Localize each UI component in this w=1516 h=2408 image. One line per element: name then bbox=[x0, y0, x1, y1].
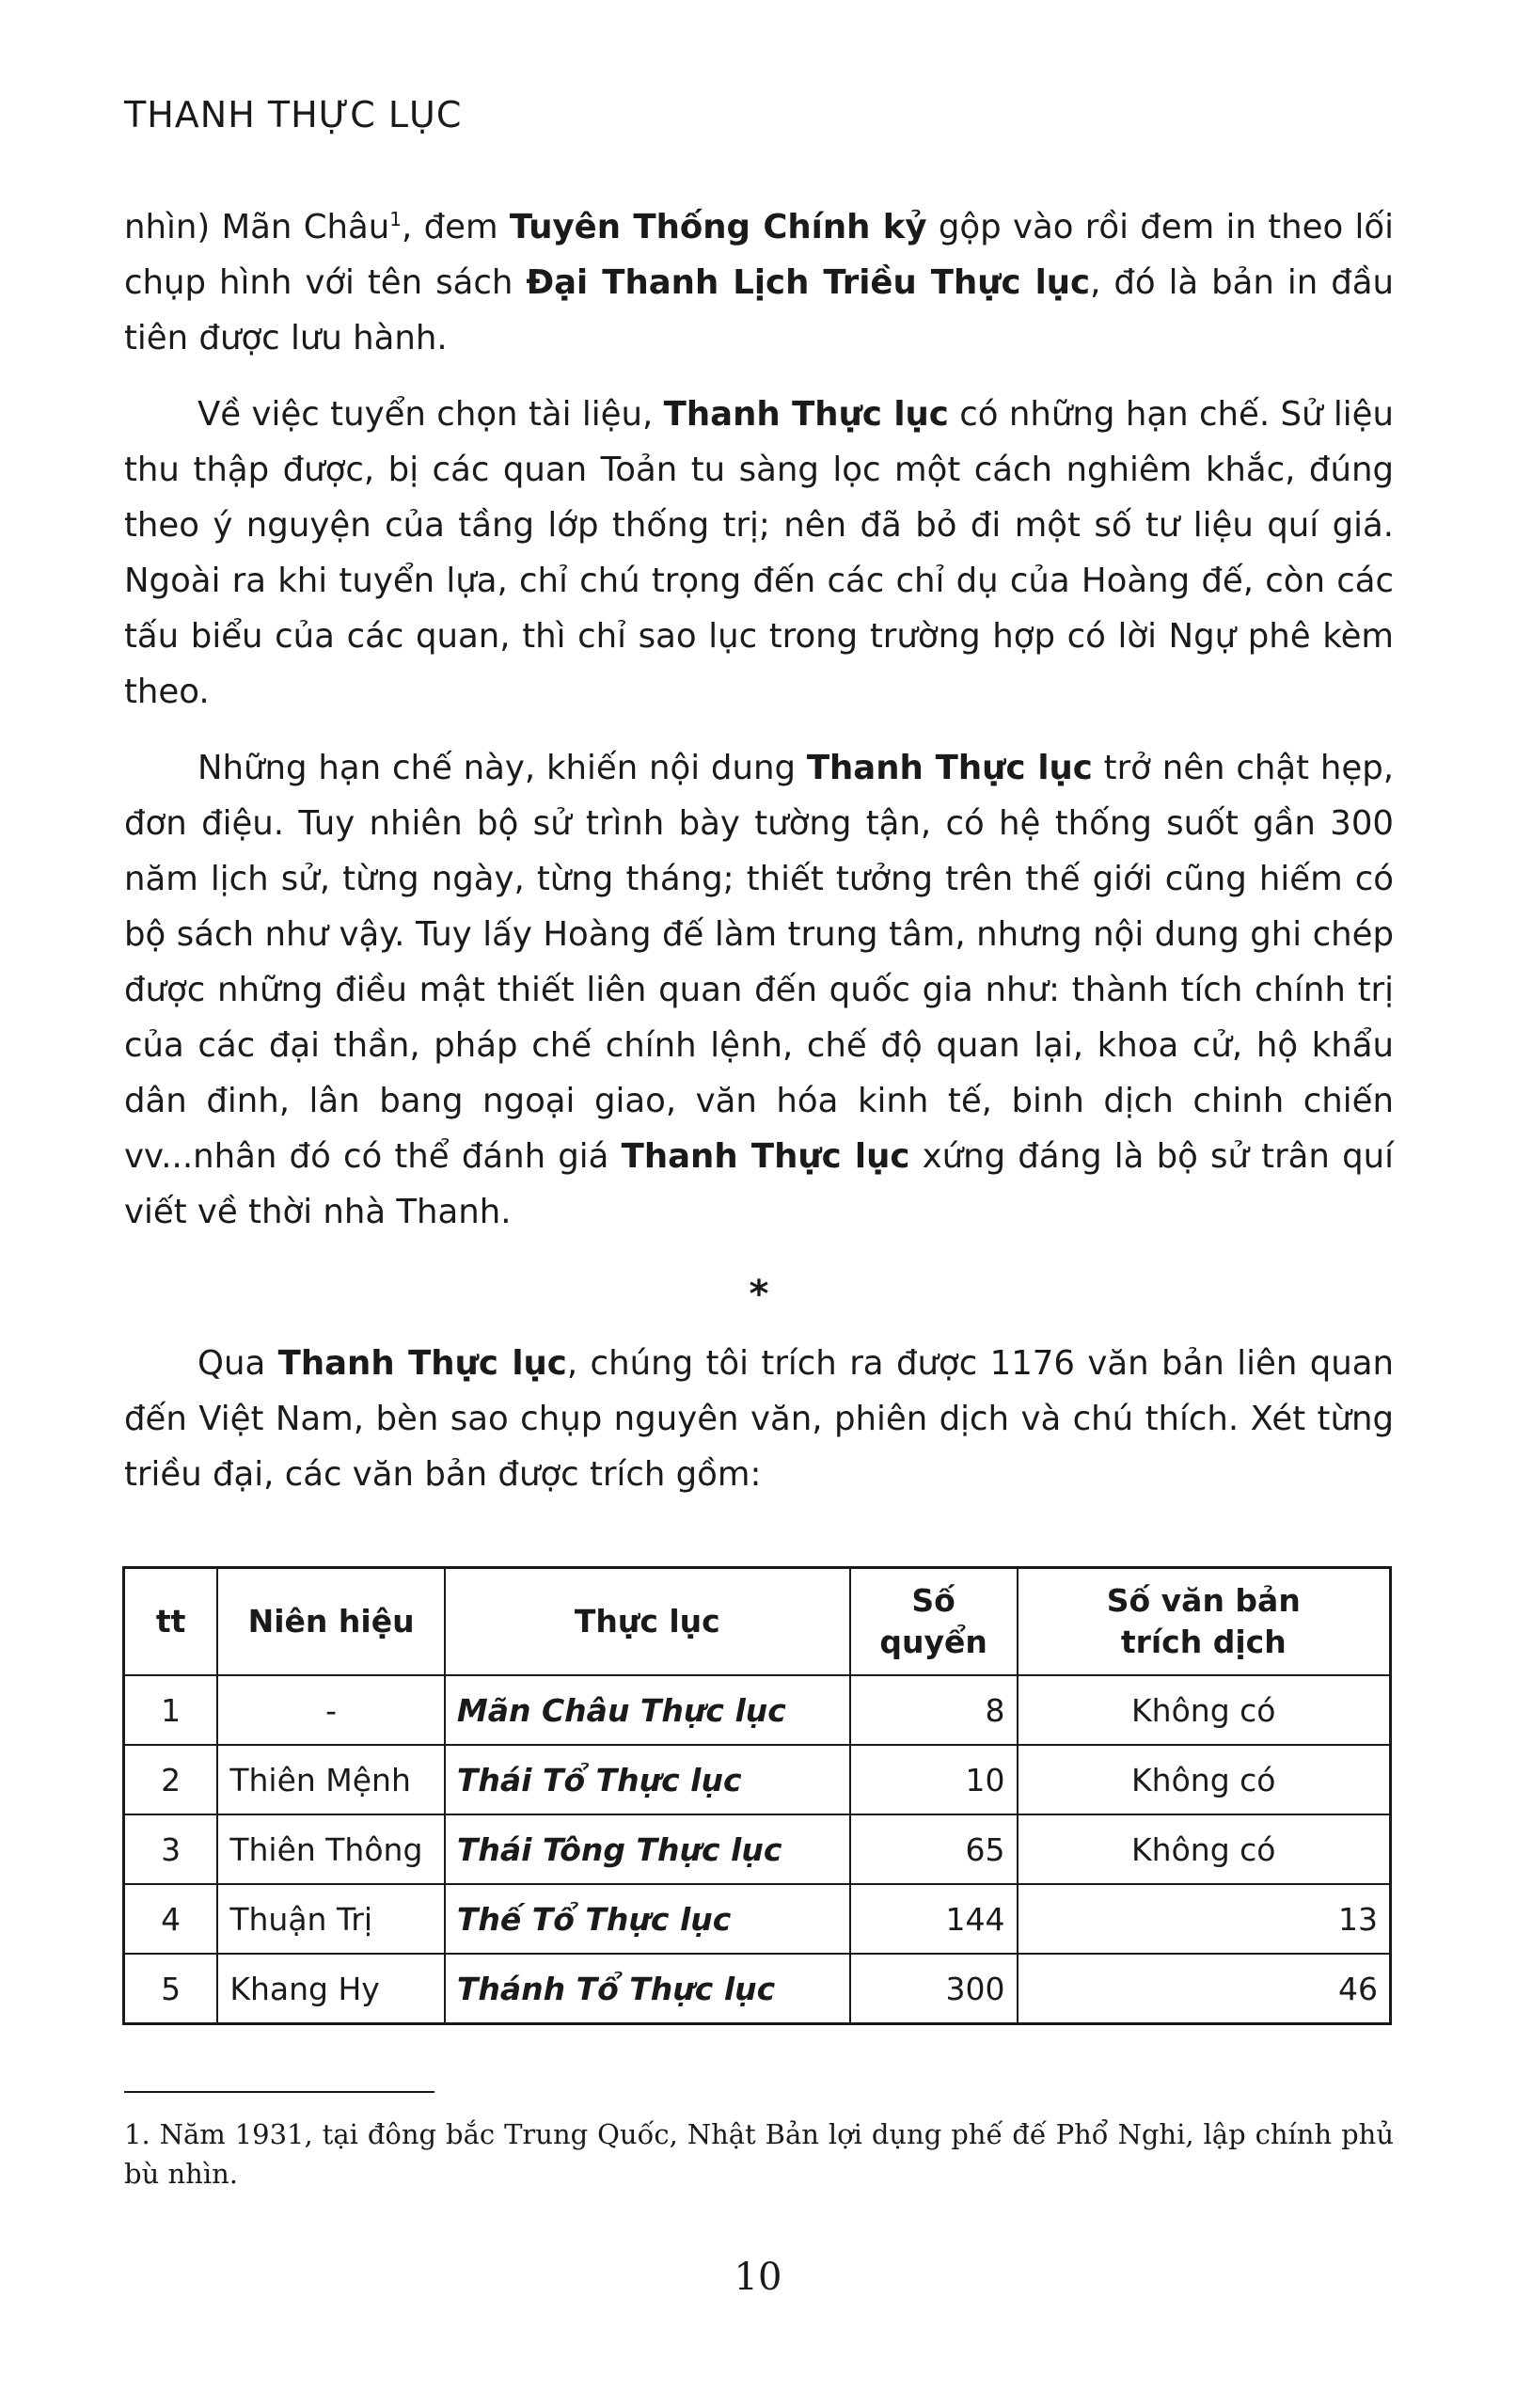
header-line: Số văn bản bbox=[1106, 1582, 1301, 1619]
cell-trich-dich: Không có bbox=[1018, 1675, 1391, 1745]
cell-so-quyen: 65 bbox=[850, 1814, 1018, 1884]
cell-tt: 1 bbox=[124, 1675, 218, 1745]
text-run: , đó là bản in đầu tiên được lưu hành. bbox=[124, 263, 1395, 357]
paragraph-2 bbox=[124, 387, 1394, 720]
text-run: , đem bbox=[402, 208, 510, 246]
text-run: gộp vào rồi đem in theo lối chụp hình với tên sách bbox=[124, 208, 1394, 302]
cell-thuc-luc: Mãn Châu Thực lục bbox=[445, 1675, 850, 1745]
cell-nien-hieu: Thiên Thông bbox=[217, 1814, 445, 1884]
paragraph-4 bbox=[124, 1336, 1394, 1502]
table-row bbox=[124, 1884, 1391, 1954]
cell-tt: 5 bbox=[124, 1954, 218, 2024]
header-line: Số bbox=[911, 1582, 955, 1619]
cell-trich-dich: 46 bbox=[1018, 1954, 1391, 2024]
text-run: trở nên chật hẹp, đơn điệu. Tuy nhiên bộ sử trình bày tường tận, có hệ thống suốt gần 300 năm lịch sử, từng ngày, từng tháng; thiết tưởng trên thế giới cũng hiếm có bộ sách như vậy. Tuy lấy Hoàng đế làm trung tâm, nhưng nội dung ghi chép được những điều mật thiết liên quan đến quốc gia như: thành tích chính trị của các đại thần, pháp chế chính lệnh, chế độ quan lại, khoa cử, hộ khẩu dân đinh, lân bang ngoại giao, văn hóa kinh tế, binh dịch chinh chiến vv...nhân đó có thể đánh giá bbox=[124, 749, 1395, 1176]
header-line: quyển bbox=[879, 1624, 987, 1660]
text-run: , chúng tôi trích ra được 1176 văn bản liên quan đến Việt Nam, bèn sao chụp nguyên văn, phiên dịch và chú thích. Xét từng triều đại, các văn bản được trích gồm: bbox=[124, 1344, 1395, 1494]
cell-so-quyen: 300 bbox=[850, 1954, 1018, 2024]
cell-so-quyen: 10 bbox=[850, 1745, 1018, 1814]
cell-thuc-luc: Thái Tổ Thực lục bbox=[445, 1745, 850, 1814]
header-thuc-luc: Thực lục bbox=[445, 1568, 850, 1676]
text-run: nhìn) Mãn Châu bbox=[124, 208, 390, 246]
footnote-divider bbox=[124, 2091, 434, 2093]
body-text bbox=[124, 199, 1394, 1502]
table-row bbox=[124, 1675, 1391, 1745]
table-row bbox=[124, 1814, 1391, 1884]
cell-thuc-luc: Thánh Tổ Thực lục bbox=[445, 1954, 850, 2024]
paragraph-1 bbox=[124, 199, 1394, 366]
cell-tt: 4 bbox=[124, 1884, 218, 1954]
bold-title: Đại Thanh Lịch Triều Thực lục bbox=[526, 263, 1091, 302]
table-row bbox=[124, 1745, 1391, 1814]
cell-trich-dich: Không có bbox=[1018, 1814, 1391, 1884]
cell-tt: 3 bbox=[124, 1814, 218, 1884]
cell-tt: 2 bbox=[124, 1745, 218, 1814]
header-nien-hieu: Niên hiệu bbox=[217, 1568, 445, 1676]
cell-trich-dich: Không có bbox=[1018, 1745, 1391, 1814]
table-row bbox=[124, 1954, 1391, 2024]
cell-so-quyen: 144 bbox=[850, 1884, 1018, 1954]
header-trich-dich bbox=[1018, 1568, 1391, 1676]
section-separator: * bbox=[749, 1273, 769, 1316]
header-tt: tt bbox=[124, 1568, 218, 1676]
page-number: 10 bbox=[734, 2256, 782, 2299]
cell-thuc-luc: Thái Tông Thực lục bbox=[445, 1814, 850, 1884]
cell-so-quyen: 8 bbox=[850, 1675, 1018, 1745]
bold-title: Thanh Thực lục bbox=[663, 395, 949, 434]
running-header: THANH THỰC LỤC bbox=[124, 94, 463, 135]
text-run: có những hạn chế. Sử liệu thu thập được, bị các quan Toản tu sàng lọc một cách nghiêm khắc, đúng theo ý nguyện của tầng lớp thống trị; nên đã bỏ đi một số tư liệu quí giá. Ngoài ra khi tuyển lựa, chỉ chú trọng đến các chỉ dụ của Hoàng đế, còn các tấu biểu của các quan, thì chỉ sao lục trong trường hợp có lời Ngự phê kèm theo. bbox=[124, 395, 1394, 711]
footnote-ref: 1 bbox=[389, 208, 403, 231]
cell-nien-hieu: - bbox=[217, 1675, 445, 1745]
cell-thuc-luc: Thế Tổ Thực lục bbox=[445, 1884, 850, 1954]
text-run: Qua bbox=[197, 1344, 278, 1383]
footnote: 1. Năm 1931, tại đông bắc Trung Quốc, Nhật Bản lợi dụng phế đế Phổ Nghi, lập chính phủ bù nhìn. bbox=[124, 2118, 1394, 2190]
text-run: xứng đáng là bộ sử trân quí viết về thời nhà Thanh. bbox=[124, 1137, 1395, 1231]
text-run: Về việc tuyển chọn tài liệu, bbox=[197, 395, 664, 434]
header-line: trích dịch bbox=[1120, 1624, 1287, 1660]
thuc-luc-table bbox=[122, 1566, 1392, 2025]
header-so-quyen bbox=[850, 1568, 1018, 1676]
cell-nien-hieu: Khang Hy bbox=[217, 1954, 445, 2024]
cell-trich-dich: 13 bbox=[1018, 1884, 1391, 1954]
bold-title: Thanh Thực lục bbox=[621, 1137, 910, 1176]
paragraph-3 bbox=[124, 740, 1394, 1240]
table-header-row bbox=[124, 1568, 1391, 1676]
bold-title: Thanh Thực lục bbox=[806, 749, 1093, 787]
text-run: Những hạn chế này, khiến nội dung bbox=[197, 749, 807, 787]
bold-title: Thanh Thực lục bbox=[277, 1344, 567, 1383]
cell-nien-hieu: Thuận Trị bbox=[217, 1884, 445, 1954]
cell-nien-hieu: Thiên Mệnh bbox=[217, 1745, 445, 1814]
bold-title: Tuyên Thống Chính kỷ bbox=[509, 208, 927, 246]
